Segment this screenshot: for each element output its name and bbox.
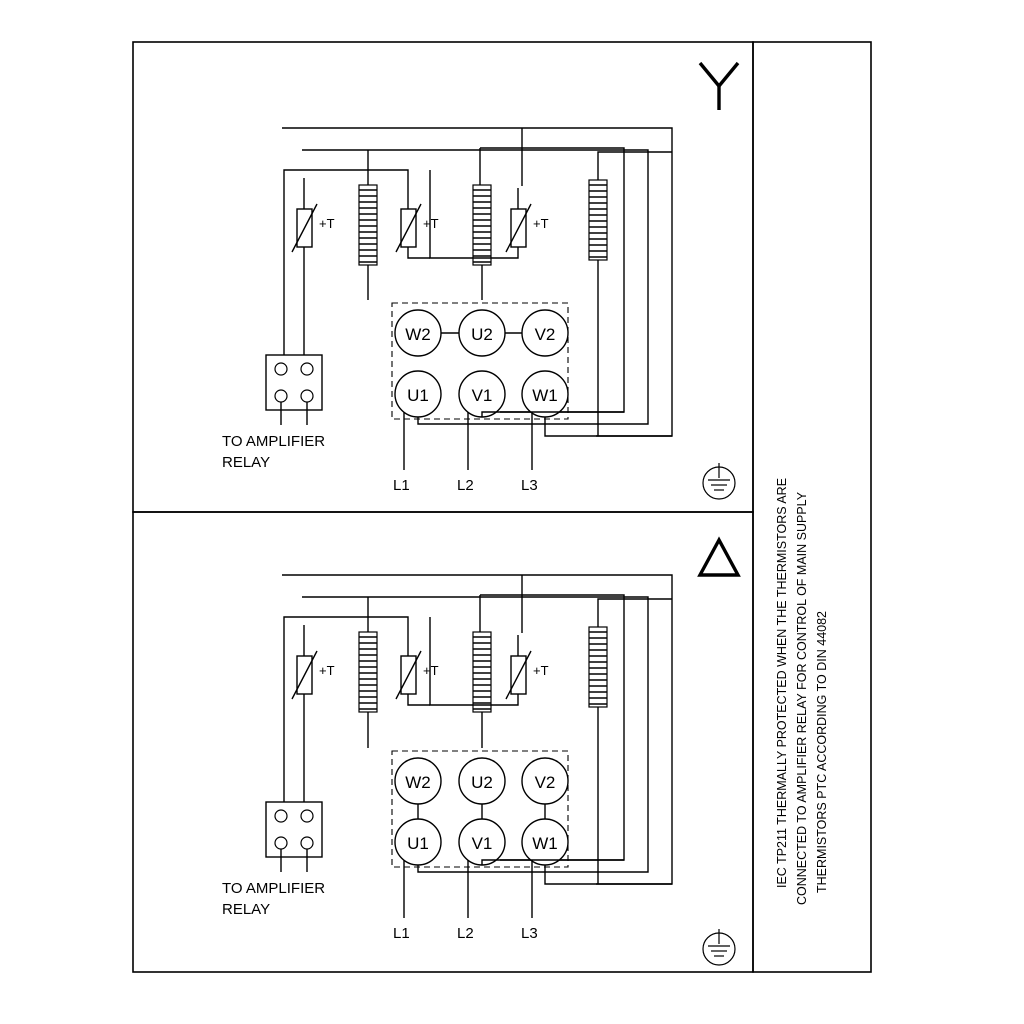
coil-1 bbox=[359, 185, 377, 265]
line-label-l2: L2 bbox=[457, 925, 474, 942]
note-line-1: IEC TP211 THERMALLY PROTECTED WHEN THE THERMISTORS ARE bbox=[775, 477, 789, 888]
terminal-label-v2: V2 bbox=[534, 325, 556, 344]
terminal-label-u2: U2 bbox=[471, 773, 493, 792]
line-label-l1: L1 bbox=[393, 925, 410, 942]
earth-symbol bbox=[703, 463, 735, 499]
line-label-l3: L3 bbox=[521, 925, 538, 942]
terminal-label-v1: V1 bbox=[471, 386, 493, 405]
amplifier-label-line-1: TO AMPLIFIER bbox=[222, 433, 326, 450]
note-panel-border bbox=[753, 42, 871, 972]
note-panel bbox=[775, 478, 829, 905]
terminal-label-v1: V1 bbox=[471, 834, 493, 853]
terminal-label-w1: W1 bbox=[532, 834, 558, 853]
delta-symbol bbox=[700, 540, 738, 575]
line-label-l1: L1 bbox=[393, 477, 410, 494]
thermistor-label-1: +T bbox=[319, 663, 335, 678]
thermistor-label-2: +T bbox=[423, 663, 439, 678]
thermistor-label-3: +T bbox=[533, 663, 549, 678]
terminal-label-w2: W2 bbox=[405, 773, 431, 792]
note-line-3: THERMISTORS PTC ACCORDING TO DIN 44082 bbox=[815, 610, 829, 893]
terminal-label-u1: U1 bbox=[407, 386, 429, 405]
coil-2 bbox=[473, 185, 491, 265]
coil-3 bbox=[589, 180, 607, 260]
thermistor-label-1: +T bbox=[319, 216, 335, 231]
terminal-box-star bbox=[392, 303, 568, 419]
terminal-box-delta bbox=[392, 751, 568, 867]
note-line-2: CONNECTED TO AMPLIFIER RELAY FOR CONTROL OF MAIN SUPPLY bbox=[795, 491, 809, 905]
amplifier-label-line-1: TO AMPLIFIER bbox=[222, 880, 326, 897]
thermistor-label-2: +T bbox=[423, 216, 439, 231]
line-label-l2: L2 bbox=[457, 477, 474, 494]
amplifier-label-line-2: RELAY bbox=[222, 901, 271, 918]
thermistor-label-3: +T bbox=[533, 216, 549, 231]
terminal-label-u1: U1 bbox=[407, 834, 429, 853]
line-label-l3: L3 bbox=[521, 477, 538, 494]
thermistor-1 bbox=[292, 625, 317, 802]
terminal-label-v2: V2 bbox=[534, 773, 556, 792]
amplifier-terminal-block-star bbox=[222, 355, 325, 471]
thermistor-1 bbox=[292, 178, 317, 355]
star-symbol bbox=[700, 63, 738, 110]
amplifier-label-line-2: RELAY bbox=[222, 454, 271, 471]
earth-symbol bbox=[703, 929, 735, 965]
coil-3 bbox=[589, 627, 607, 707]
panel-star bbox=[222, 63, 738, 499]
terminal-label-u2: U2 bbox=[471, 325, 493, 344]
coil-1 bbox=[359, 632, 377, 712]
terminal-label-w1: W1 bbox=[532, 386, 558, 405]
terminal-label-w2: W2 bbox=[405, 325, 431, 344]
coil-2 bbox=[473, 632, 491, 712]
panel-delta bbox=[222, 540, 738, 965]
amplifier-terminal-block-delta bbox=[222, 802, 325, 918]
